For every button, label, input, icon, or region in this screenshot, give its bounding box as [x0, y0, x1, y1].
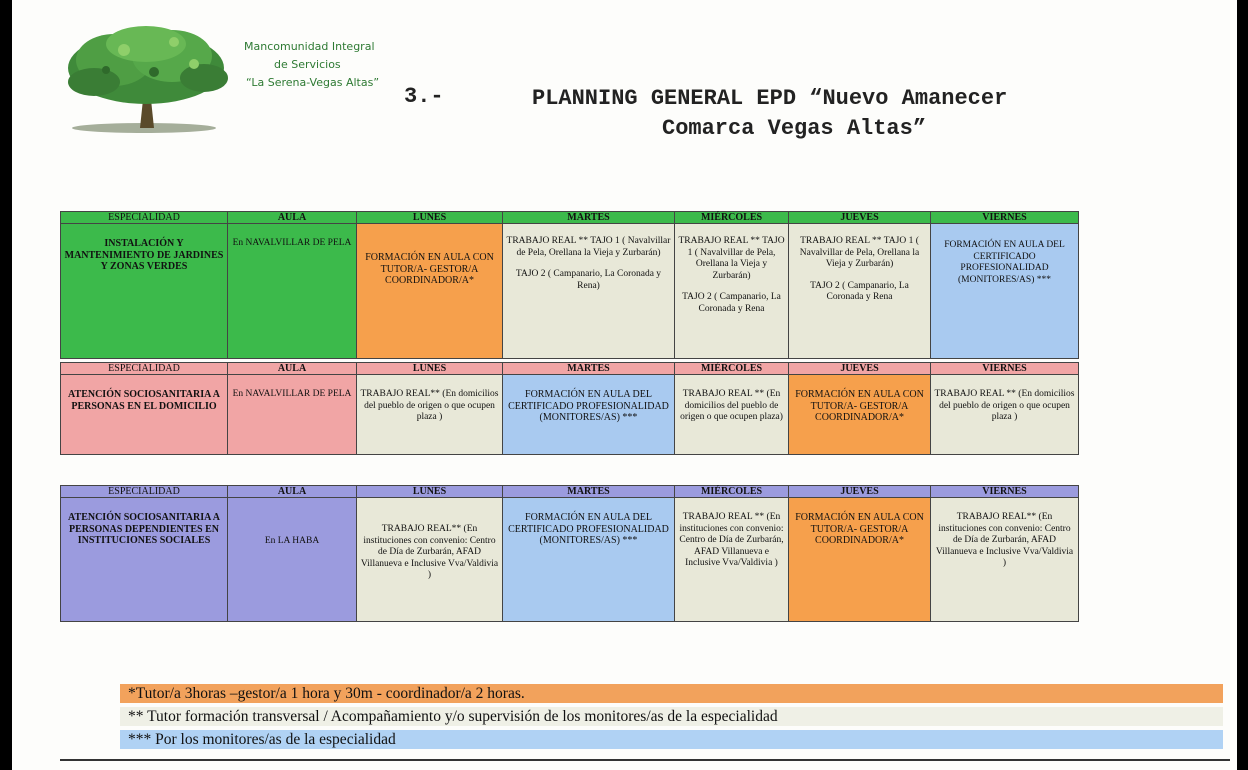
header-lunes: LUNES: [357, 363, 503, 375]
table-row: [61, 498, 1079, 622]
cell-jueves: FORMACIÓN EN AULA CON TUTOR/A- GESTOR/A COORDINADOR/A*: [789, 375, 931, 455]
table-header-row: [61, 212, 1079, 224]
cell-viernes: FORMACIÓN EN AULA DEL CERTIFICADO PROFESIONALIDAD (MONITORES/AS) ***: [931, 224, 1079, 359]
header-viernes: VIERNES: [931, 212, 1079, 224]
header-especialidad: ESPECIALIDAD: [61, 363, 228, 375]
tree-logo-icon: [54, 20, 244, 135]
cell-viernes: TRABAJO REAL** (En instituciones con convenio: Centro de Día de Zurbarán, AFAD Villanueva e Inclusive Vva/Valdivia ): [931, 498, 1079, 622]
page-title: [532, 84, 1007, 144]
header-miercoles: MIÉRCOLES: [675, 212, 789, 224]
table-row: [61, 375, 1079, 455]
org-line-3: “La Serena-Vegas Altas”: [246, 76, 380, 89]
header-jueves: JUEVES: [789, 212, 931, 224]
cell-martes: [503, 224, 675, 359]
table-header-row: [61, 486, 1079, 498]
cell-especialidad: ATENCIÓN SOCIOSANITARIA A PERSONAS EN EL DOMICILIO: [61, 375, 228, 455]
schedule-table-jardines: [60, 211, 1079, 359]
cell-aula: En LA HABA: [228, 498, 357, 622]
legend-transversal: ** Tutor formación transversal / Acompañamiento y/o supervisión de los monitores/as de la especialidad: [120, 707, 1223, 726]
header-miercoles: MIÉRCOLES: [675, 486, 789, 498]
cell-viernes: TRABAJO REAL ** (En domicilios del pueblo de origen o que ocupen plaza ): [931, 375, 1079, 455]
header-lunes: LUNES: [357, 486, 503, 498]
header-martes: MARTES: [503, 486, 675, 498]
cell-especialidad: INSTALACIÓN Y MANTENIMIENTO DE JARDINES Y ZONAS VERDES: [61, 224, 228, 359]
legend-monitores: *** Por los monitores/as de la especialidad: [120, 730, 1223, 749]
cell-jueves-part-1: TRABAJO REAL ** TAJO 1 ( Navalvillar de Pela, Orellana la Vieja y Zurbarán): [799, 236, 920, 269]
cell-miercoles-part-1: TRABAJO REAL ** TAJO 1 ( Navalvillar de Pela, Orellana la Vieja y Zurbarán): [678, 236, 785, 281]
header-jueves: JUEVES: [789, 363, 931, 375]
cell-miercoles: [675, 224, 789, 359]
title-line-1: PLANNING GENERAL EPD “Nuevo Amanecer: [532, 86, 1008, 111]
header-lunes: LUNES: [357, 212, 503, 224]
header-martes: MARTES: [503, 363, 675, 375]
cell-jueves: [789, 224, 931, 359]
header-jueves: JUEVES: [789, 486, 931, 498]
header-aula: AULA: [228, 486, 357, 498]
cell-jueves: FORMACIÓN EN AULA CON TUTOR/A- GESTOR/A COORDINADOR/A*: [789, 498, 931, 622]
footer-rule: [60, 759, 1230, 761]
header-aula: AULA: [228, 363, 357, 375]
cell-martes: FORMACIÓN EN AULA DEL CERTIFICADO PROFESIONALIDAD (MONITORES/AS) ***: [503, 498, 675, 622]
header-especialidad: ESPECIALIDAD: [61, 486, 228, 498]
cell-lunes: TRABAJO REAL** (En instituciones con convenio: Centro de Día de Zurbarán, AFAD Villanueva e Inclusive Vva/Valdivia ): [357, 498, 503, 622]
cell-especialidad: ATENCIÓN SOCIOSANITARIA A PERSONAS DEPENDIENTES EN INSTITUCIONES SOCIALES: [61, 498, 228, 622]
title-line-2: Comarca Vegas Altas”: [662, 116, 927, 141]
cell-lunes: TRABAJO REAL** (En domicilios del pueblo de origen o que ocupen plaza ): [357, 375, 503, 455]
header-miercoles: MIÉRCOLES: [675, 363, 789, 375]
schedule-table-domicilio: [60, 362, 1079, 455]
table-header-row: [61, 363, 1079, 375]
organization-name: [244, 38, 379, 92]
cell-martes: FORMACIÓN EN AULA DEL CERTIFICADO PROFESIONALIDAD (MONITORES/AS) ***: [503, 375, 675, 455]
cell-jueves-part-2: TAJO 2 ( Campanario, La Coronada y Rena: [810, 280, 909, 302]
org-line-2: de Servicios: [274, 58, 341, 71]
cell-lunes: FORMACIÓN EN AULA CON TUTOR/A- GESTOR/A COORDINADOR/A*: [357, 224, 503, 359]
cell-miercoles: TRABAJO REAL ** (En domicilios del pueblo de origen o que ocupen plaza): [675, 375, 789, 455]
org-line-1: Mancomunidad Integral: [244, 40, 375, 53]
document-page: [12, 0, 1237, 770]
legend-tutor-hours: *Tutor/a 3horas –gestor/a 1 hora y 30m - coordinador/a 2 horas.: [120, 684, 1223, 703]
header-martes: MARTES: [503, 212, 675, 224]
header-viernes: VIERNES: [931, 363, 1079, 375]
cell-miercoles-part-2: TAJO 2 ( Campanario, La Coronada y Rena: [682, 292, 781, 314]
header-viernes: VIERNES: [931, 486, 1079, 498]
cell-aula: En NAVALVILLAR DE PELA: [228, 224, 357, 359]
cell-miercoles: TRABAJO REAL ** (En instituciones con convenio: Centro de Día de Zurbarán, AFAD Villanueva e Inclusive Vva/Valdivia ): [675, 498, 789, 622]
header-especialidad: ESPECIALIDAD: [61, 212, 228, 224]
cell-aula: En NAVALVILLAR DE PELA: [228, 375, 357, 455]
cell-martes-part-2: TAJO 2 ( Campanario, La Coronada y Rena): [515, 269, 662, 291]
section-number: 3.-: [404, 84, 444, 109]
table-row: [61, 224, 1079, 359]
cell-martes-part-1: TRABAJO REAL ** TAJO 1 ( Navalvillar de Pela, Orellana la Vieja y Zurbarán): [506, 236, 671, 258]
schedule-table-instituciones: [60, 485, 1079, 622]
header-aula: AULA: [228, 212, 357, 224]
